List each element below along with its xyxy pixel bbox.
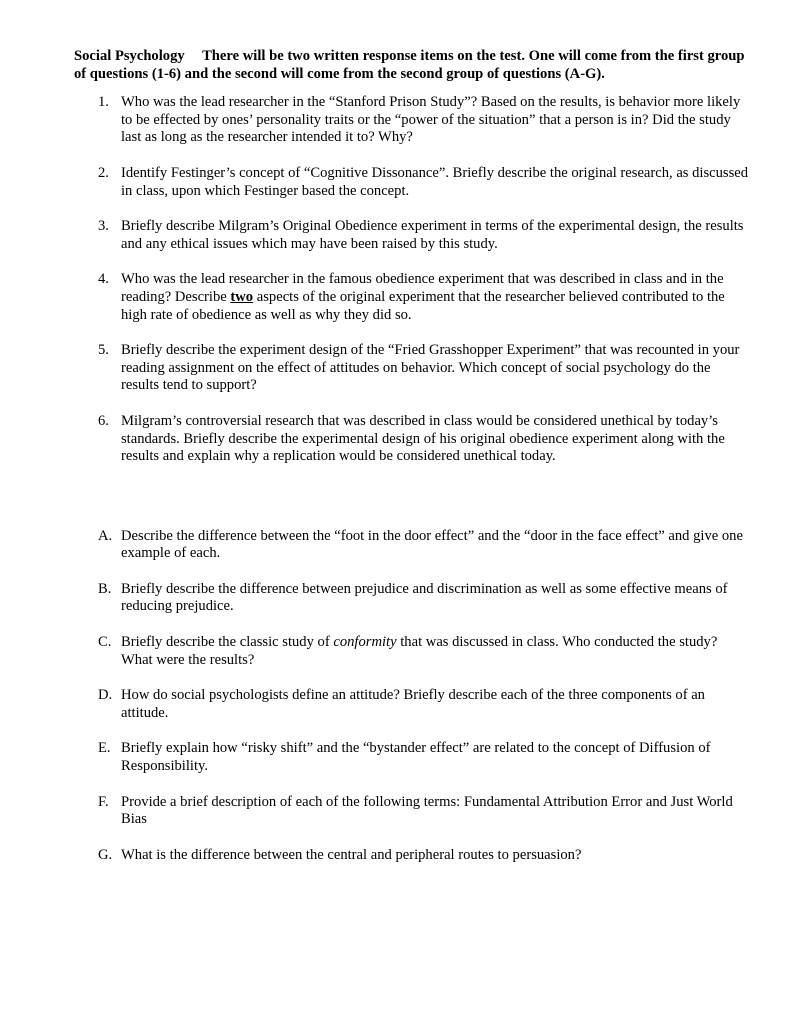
question-d (74, 687, 751, 722)
question-text-before: Briefly describe the classic study of (121, 634, 334, 651)
question-text: What is the difference between the central and peripheral routes to persuasion? (121, 846, 582, 863)
question-marker: F. (98, 793, 109, 810)
question-marker: 6. (98, 412, 109, 429)
question-group-lettered (74, 528, 751, 865)
question-3 (74, 218, 751, 253)
question-marker: 4. (98, 271, 109, 288)
question-text: Briefly explain how “risky shift” and the “bystander effect” are related to the concept of Diffusion of Responsibility. (121, 740, 711, 775)
question-text: Describe the difference between the “foot in the door effect” and the “door in the face effect” and give one example of each. (121, 527, 743, 562)
test-instructions: There will be two written response items on the test. One will come from the first group of questions (1-6) and the second will come from the second group of questions (A-G). (74, 48, 745, 82)
question-text-before: Who was the lead researcher in the famous obedience experiment that was described in class and in the reading? Describe (121, 271, 724, 305)
question-1 (74, 94, 751, 147)
question-marker: C. (98, 634, 112, 651)
question-text: Provide a brief description of each of the following terms: Fundamental Attribution Error and Just World Bias (121, 793, 733, 828)
group-divider-space (74, 484, 751, 528)
question-5 (74, 342, 751, 395)
question-e (74, 740, 751, 775)
question-text: How do social psychologists define an attitude? Briefly describe each of the three components of an attitude. (121, 687, 705, 721)
question-g (74, 847, 751, 865)
question-text-after: aspects of the original experiment that the researcher believed contributed to the high rate of obedience as well as why they did so. (121, 288, 725, 323)
question-group-numbered (74, 94, 751, 466)
question-4 (74, 271, 751, 324)
question-text: Milgram’s controversial research that was described in class would be considered unethical by today’s standards. Briefly describe the experimental design of his original obedience experiment along with the results and explain why a replication would be considered unethical today. (121, 412, 725, 465)
question-c (74, 634, 751, 669)
document-header (74, 48, 751, 83)
question-marker: D. (98, 687, 113, 704)
question-marker: A. (98, 527, 113, 544)
question-text: Briefly describe the difference between prejudice and discrimination as well as some effective means of reducing prejudice. (121, 580, 728, 615)
question-text: Who was the lead researcher in the “Stanford Prison Study”? Based on the results, is behavior more likely to be effected by ones’ personality traits or the “power of the situation” that a person is in? Did the study last as long as the researcher intended it to? Why? (121, 94, 741, 146)
question-marker: G. (98, 846, 113, 863)
question-text: Briefly describe the experiment design of the “Fried Grasshopper Experiment” that was recounted in your reading assignment on the effect of attitudes on behavior. Which concept of social psychology do the results tend to support? (121, 342, 740, 394)
question-text-after: that was discussed in class. Who conducted the study? What were the results? (121, 634, 718, 668)
question-2 (74, 165, 751, 200)
subject-title: Social Psychology (74, 48, 185, 64)
question-text (121, 634, 751, 669)
question-marker: E. (98, 740, 111, 757)
question-text: Identify Festinger’s concept of “Cognitive Dissonance”. Briefly describe the original research, as discussed in class, upon which Festinger based the concept. (121, 164, 749, 199)
question-f (74, 794, 751, 829)
question-a (74, 528, 751, 563)
question-marker: B. (98, 580, 112, 597)
question-text: Briefly describe Milgram’s Original Obedience experiment in terms of the experimental design, the results and any ethical issues which may have been raised by this study. (121, 218, 744, 252)
question-marker: 1. (98, 94, 109, 111)
question-marker: 3. (98, 218, 109, 235)
question-emphasis: two (230, 288, 254, 305)
question-text (121, 271, 751, 324)
question-marker: 2. (98, 164, 109, 181)
question-6 (74, 413, 751, 466)
question-emphasis: conformity (333, 634, 397, 651)
question-b (74, 581, 751, 616)
question-marker: 5. (98, 342, 109, 359)
